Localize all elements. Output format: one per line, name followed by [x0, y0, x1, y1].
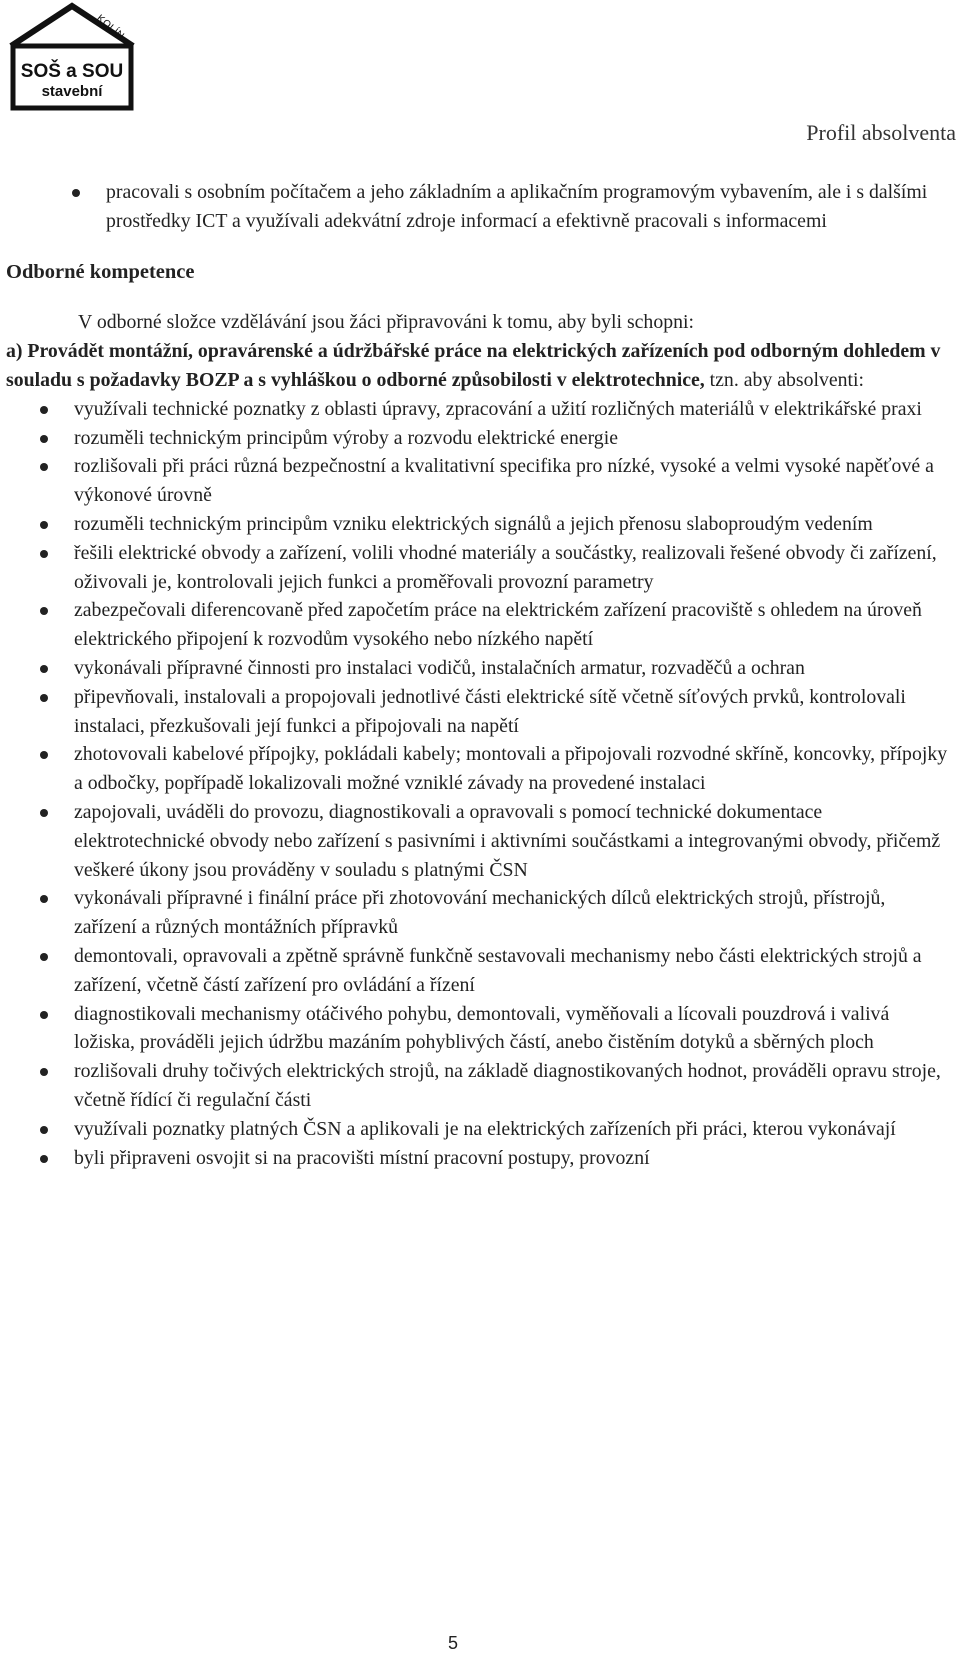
list-item: rozlišovali druhy točivých elektrických strojů, na základě diagnostikovaných hodnot, prováděli opravu stroje, včetně řídící či regulační části — [6, 1057, 948, 1115]
list-item: rozuměli technickým principům výroby a rozvodu elektrické energie — [6, 424, 948, 453]
list-item: využívali technické poznatky z oblasti úpravy, zpracování a užití rozličných materiálů v elektrikářské praxi — [6, 395, 948, 424]
list-item: diagnostikovali mechanismy otáčivého pohybu, demontovali, vyměňovali a lícovali pouzdrová i valivá ložiska, prováděli jejich údržbu mazáním pohyblivých částí, anebo čistěním dotyků a sběrných ploch — [6, 1000, 948, 1058]
task-rest-text: tzn. aby absolventi: — [704, 368, 865, 391]
list-item: zapojovali, uváděli do provozu, diagnostikovali a opravovali s pomocí technické dokumentace elektrotechnické obvody nebo zařízení s pasivními i aktivními součástkami a integrovanými obvody, přičemž veškeré úkony jsou prováděny v souladu s platnými ČSN — [6, 798, 948, 884]
list-item: využívali poznatky platných ČSN a aplikovali je na elektrických zařízeních při práci, kterou vykonávají — [6, 1115, 948, 1144]
list-item: rozuměli technickým principům vzniku elektrických signálů a jejich přenosu slaboproudým vedením — [6, 510, 948, 539]
list-item: zhotovovali kabelové přípojky, pokládali kabely; montovali a připojovali rozvodné skříně, koncovky, přípojky a odbočky, popřípadě lokalizovali možné vzniklé závady na provedené instalaci — [6, 740, 948, 798]
page-header-title: Profil absolventa — [806, 120, 956, 145]
section-intro: V odborné složce vzdělávání jsou žáci připravováni k tomu, aby byli schopni: — [78, 311, 694, 334]
logo-line-1: SOŠ a SOU — [20, 61, 124, 82]
list-item: připevňovali, instalovali a propojovali jednotlivé části elektrické sítě včetně síťových prvků, kontrolovali instalaci, přezkušovali její funkci a připojovali na napětí — [6, 683, 948, 741]
previous-bullet-list — [6, 178, 948, 236]
task-bold-text: a) Provádět montážní, opravárenské a údržbářské práce na elektrických zařízeních pod odborným dohledem v souladu s požadavky BOZP a s vyhláškou o odborné způsobilosti v elektrotechnice, — [6, 340, 941, 391]
document-body — [6, 178, 948, 1172]
school-logo — [6, 2, 138, 114]
logo-line-2: stavební — [41, 83, 103, 100]
list-item: vykonávali přípravné i finální práce při zhotovování mechanických dílců elektrických strojů, přístrojů, zařízení a různých montážních přípravků — [6, 884, 948, 942]
list-item: zabezpečovali diferencovaně před započetím práce na elektrickém zařízení pracoviště s ohledem na úroveň elektrického připojení k rozvodům vysokého nebo nízkého napětí — [6, 596, 948, 654]
logo-corner-text: KOLÍN — [94, 12, 127, 43]
page-number: 5 — [447, 1633, 458, 1653]
list-item: demontovali, opravovali a zpětně správně funkčně sestavovali mechanismy nebo části elektrických strojů a zařízení, včetně částí zařízení pro ovládání a řízení — [6, 942, 948, 1000]
list-item: byli připraveni osvojit si na pracovišti místní pracovní postupy, provozní — [6, 1144, 948, 1173]
section-heading: Odborné kompetence — [6, 260, 195, 283]
list-item: vykonávali přípravné činnosti pro instalaci vodičů, instalačních armatur, rozvaděčů a ochran — [6, 654, 948, 683]
list-item: rozlišovali při práci různá bezpečnostní a kvalitativní specifika pro nízké, vysoké a velmi vysoké napěťové a výkonové úrovně — [6, 452, 948, 510]
list-item: pracovali s osobním počítačem a jeho základním a aplikačním programovým vybavením, ale i s dalšími prostředky ICT a využívali adekvátní zdroje informací a efektivně pracovali s informacemi — [6, 178, 948, 236]
competence-list — [6, 395, 948, 1173]
task-statement — [6, 337, 948, 395]
list-item: řešili elektrické obvody a zařízení, volili vhodné materiály a součástky, realizovali řešené obvody či zařízení, oživovali je, kontrolovali jejich funkci a proměřovali provozní parametry — [6, 539, 948, 597]
